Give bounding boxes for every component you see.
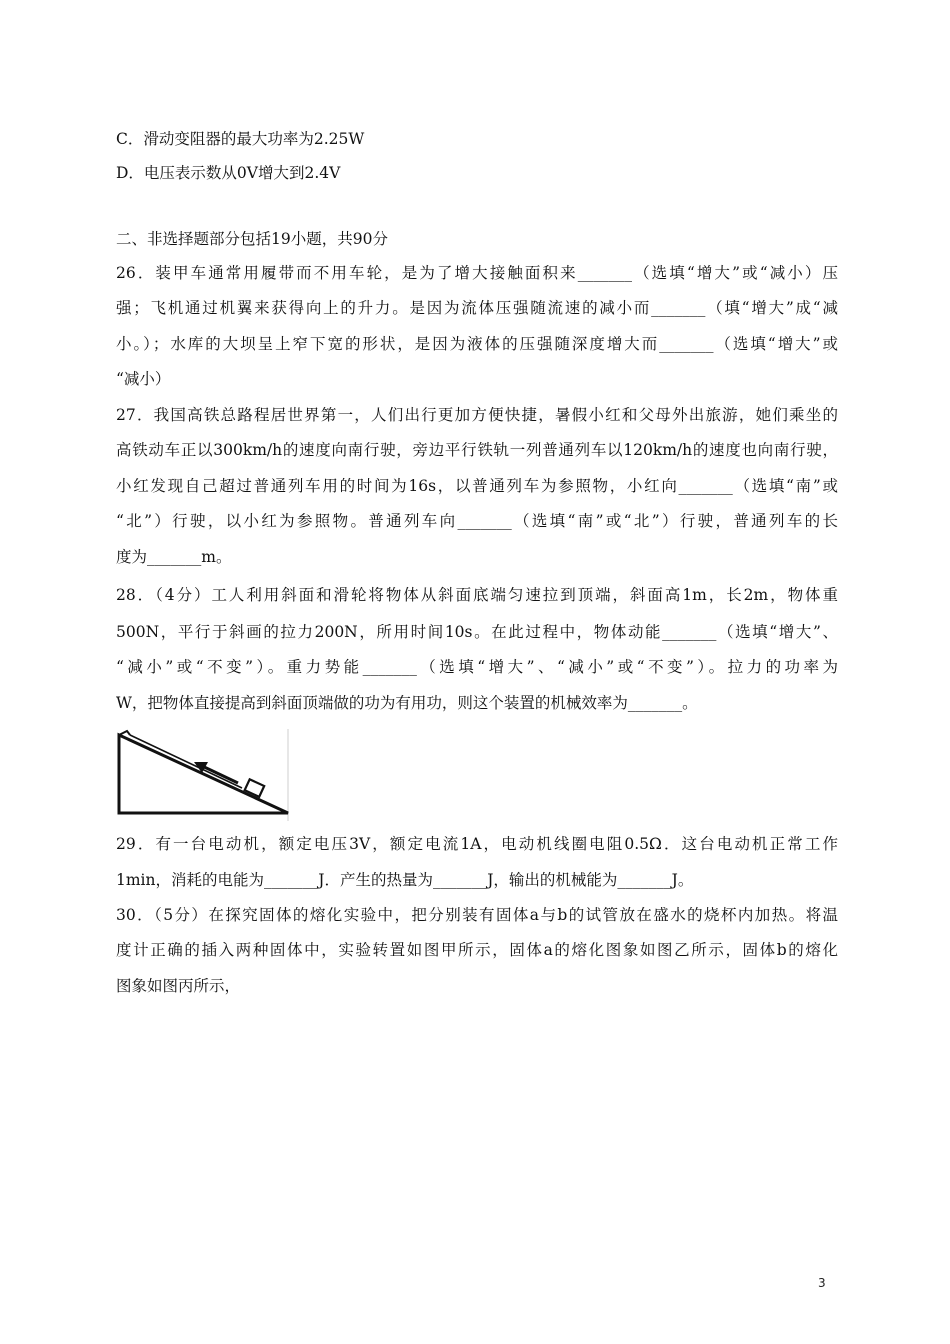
q27-line-5: 度为_______m。 xyxy=(116,548,232,566)
q28-line-3: “减小”或“不变”）。重力势能_______（选填“增大”、“减小”或“不变”）。拉力的功率为 xyxy=(116,658,838,676)
section-heading: 二、非选择题部分包括19小题，共90分 xyxy=(116,230,388,248)
q27-line-1: 27．我国高铁总路程居世界第一，人们出行更加方便快捷，暑假小红和父母外出旅游，她们乘坐的 xyxy=(116,406,838,424)
q29-line-2: 1min，消耗的电能为_______J．产生的热量为_______J，输出的机械能为_______J。 xyxy=(116,871,694,889)
q30-line-2: 度计正确的插入两种固体中，实验转置如图甲所示，固体a的熔化图象如图乙所示，固体b的熔化 xyxy=(116,941,838,959)
q26-line-2: 强；飞机通过机翼来获得向上的升力。是因为流体压强随流速的减小而_______（填“增大”成“减 xyxy=(116,299,838,317)
incline-triangle xyxy=(119,735,288,813)
q30-line-3: 图象如图丙所示， xyxy=(116,977,241,995)
option-d: D．电压表示数从0V增大到2.4V xyxy=(116,164,341,182)
q28-line-2: 500N，平行于斜画的拉力200N，所用时间10s。在此过程中，物体动能_______（选填“增大”、 xyxy=(116,623,838,641)
q26-line-1: 26．装甲车通常用履带而不用车轮，是为了增大接触面积来_______（选填“增大”或“减小）压 xyxy=(116,264,838,282)
q26-line-4: “减小） xyxy=(116,370,171,388)
q27-line-3: 小红发现自己超过普通列车用的时间为16s，以普通列车为参照物，小红向_______（选填“南”或 xyxy=(116,477,838,495)
page-number: 3 xyxy=(818,1276,826,1290)
rope-line xyxy=(130,735,242,788)
q30-line-1: 30．（5分）在探究固体的熔化实验中，把分别装有固体a与b的试管放在盛水的烧杯内加热。将温 xyxy=(116,906,838,924)
pulley-mount xyxy=(119,731,130,735)
q29-line-1: 29．有一台电动机，额定电压3V，额定电流1A，电动机线圈电阻0.5Ω．这台电动机正常工作 xyxy=(116,835,838,853)
q28-line-1: 28．（4分）工人利用斜面和滑轮将物体从斜面底端匀速拉到顶端，斜面高1m，长2m，物体重 xyxy=(116,586,838,604)
q26-line-3: 小。）；水库的大坝呈上窄下宽的形状，是因为液体的压强随深度增大而_______（选填“增大”或 xyxy=(116,335,838,353)
q27-line-4: “北”）行驶，以小红为参照物。普通列车向_______（选填“南”或“北”）行驶，普通列车的长 xyxy=(116,512,838,530)
incline-pulley-figure xyxy=(116,729,292,821)
q27-line-2: 高铁动车正以300km/h的速度向南行驶，旁边平行铁轨一列普通列车以120km/h的速度也向南行驶， xyxy=(116,441,838,459)
q28-line-4: W，把物体直接提高到斜面顶端做的功为有用功，则这个装置的机械效率为_______。 xyxy=(116,694,698,712)
option-c: C．滑动变阻器的最大功率为2.25W xyxy=(116,130,365,148)
